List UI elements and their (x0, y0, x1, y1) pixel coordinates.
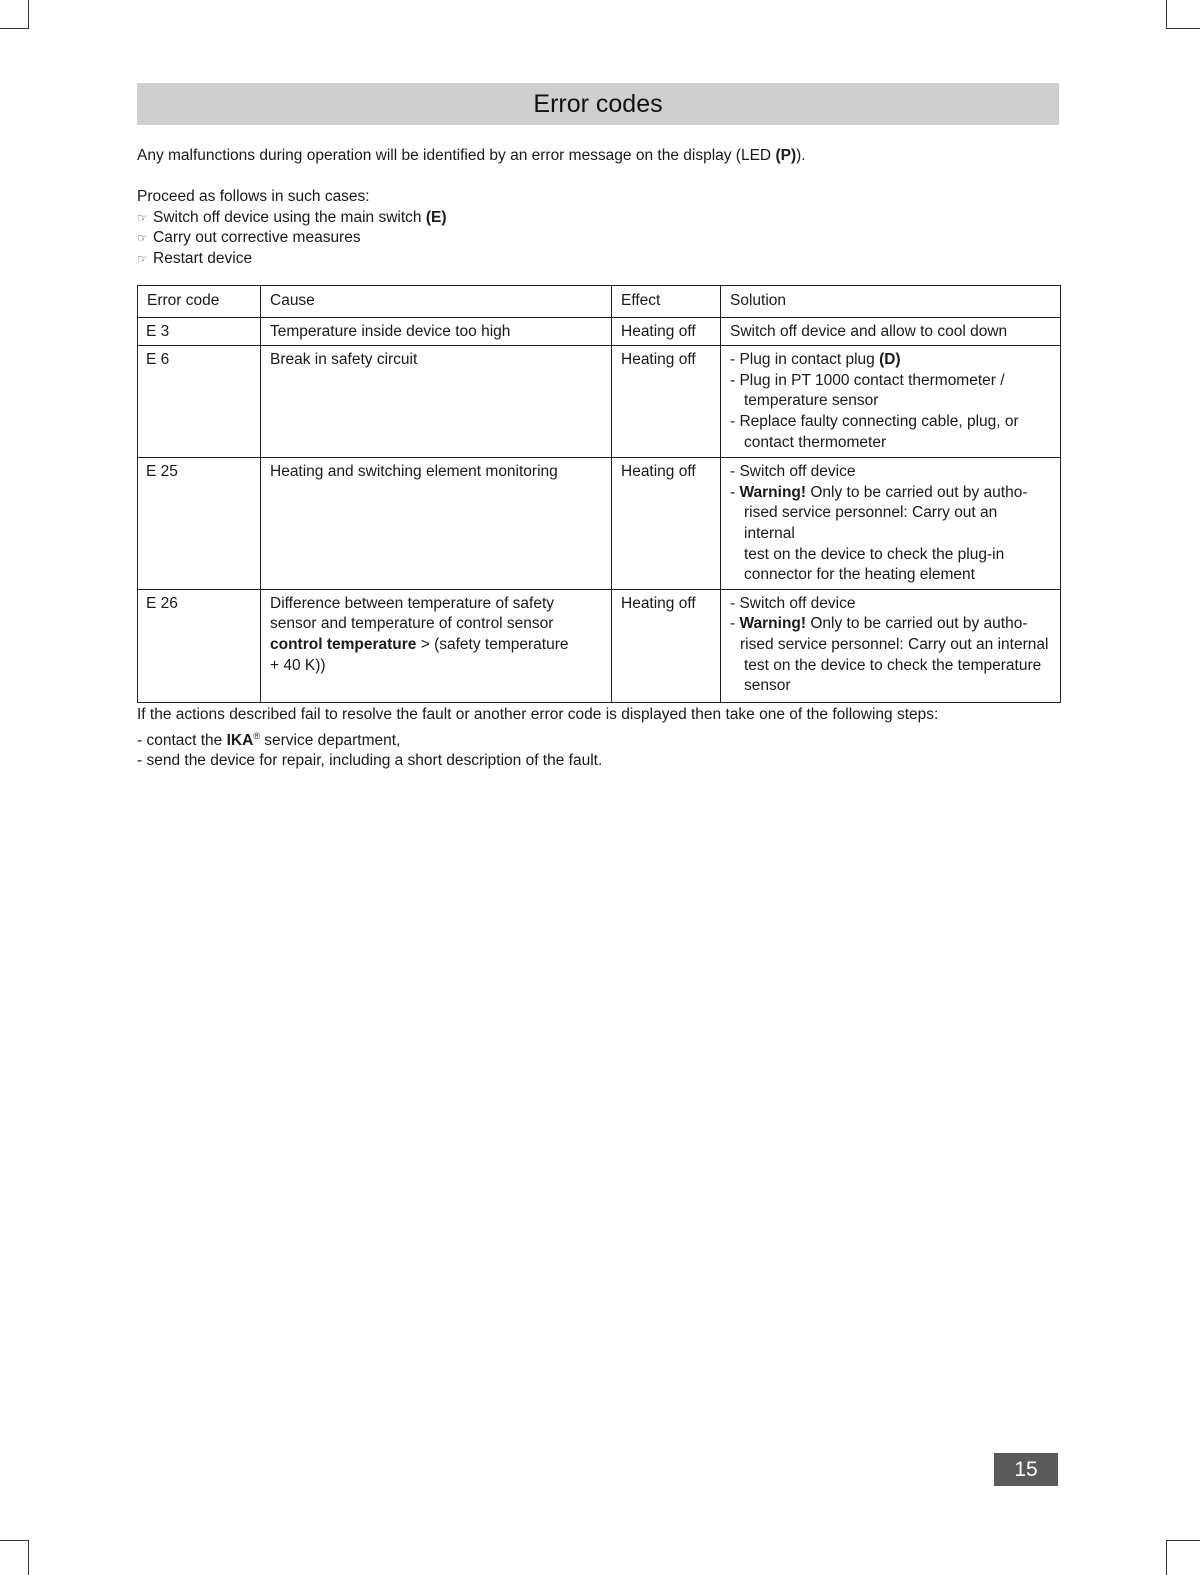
proceed-heading: Proceed as follows in such cases: (137, 188, 370, 205)
cause-cell: Heating and switching element monitoring (261, 458, 612, 590)
proceed-section (137, 187, 447, 269)
pointing-hand-icon: ☞ (137, 231, 148, 246)
page-number: 15 (994, 1453, 1058, 1486)
cause-cell: Difference between temperature of safety sensor and temperature of control sensor control temperature > (safety temperature + 40 K)) (261, 589, 612, 702)
error-code-cell: E 3 (138, 317, 261, 346)
cause-cell: Break in safety circuit (261, 346, 612, 458)
crop-mark (28, 0, 29, 29)
crop-mark (28, 1540, 29, 1575)
error-code-cell: E 6 (138, 346, 261, 458)
crop-mark (0, 1540, 29, 1541)
proceed-step: ☞ Switch off device using the main switch (E) (137, 208, 447, 229)
crop-mark (1166, 1540, 1167, 1575)
intro-led-ref: (P) (775, 147, 797, 164)
registered-mark: ® (253, 730, 260, 741)
solution-cell: - Switch off device - Warning! Only to be carried out by autho- rised service personnel: Carry out an internal test on the device to check the plug-in connector for the heating element (721, 458, 1061, 590)
crop-mark (0, 28, 29, 29)
footer-line: If the actions described fail to resolve the fault or another error code is displayed then take one of the following steps: (137, 706, 939, 723)
effect-cell: Heating off (612, 589, 721, 702)
footer-line: - contact the IKA® service department, (137, 730, 401, 749)
table-row (138, 346, 1061, 458)
effect-cell: Heating off (612, 346, 721, 458)
solution-cell: - Switch off device - Warning! Only to be carried out by autho- rised service personnel: Carry out an internal test on the device to check the temperature sensor (721, 589, 1061, 702)
solution-cell: Switch off device and allow to cool down (721, 317, 1061, 346)
crop-mark (1166, 1540, 1200, 1541)
warning-label: Warning! (739, 483, 807, 501)
brand-name: IKA (226, 731, 254, 749)
column-header-effect: Effect (612, 286, 721, 318)
crop-mark (1166, 28, 1200, 29)
error-code-cell: E 25 (138, 458, 261, 590)
intro-text: Any malfunctions during operation will be identified by an error message on the display (LED (137, 147, 776, 164)
intro-end: ). (796, 147, 806, 164)
pointing-hand-icon: ☞ (137, 251, 148, 266)
proceed-step: ☞ Carry out corrective measures (137, 228, 447, 249)
cause-cell: Temperature inside device too high (261, 317, 612, 346)
table-row (138, 589, 1061, 702)
column-header-solution: Solution (721, 286, 1061, 318)
error-code-table (137, 285, 1061, 703)
table-row (138, 458, 1061, 590)
footer-line: - send the device for repair, including a short description of the fault. (137, 752, 603, 770)
column-header-cause: Cause (261, 286, 612, 318)
column-header-error-code: Error code (138, 286, 261, 318)
effect-cell: Heating off (612, 317, 721, 346)
intro-paragraph (137, 146, 806, 167)
error-code-cell: E 26 (138, 589, 261, 702)
table-header-row (138, 286, 1061, 318)
pointing-hand-icon: ☞ (137, 210, 148, 225)
table-row (138, 317, 1061, 346)
crop-mark (1166, 0, 1167, 29)
footer-paragraph (137, 705, 938, 772)
page-title: Error codes (533, 89, 663, 118)
warning-label: Warning! (739, 615, 807, 633)
solution-cell: - Plug in contact plug (D) - Plug in PT 1000 contact thermometer / temperature sensor - Replace faulty connecting cable, plug, or contact thermometer (721, 346, 1061, 458)
effect-cell: Heating off (612, 458, 721, 590)
title-bar (137, 83, 1059, 125)
proceed-step: ☞ Restart device (137, 249, 447, 270)
